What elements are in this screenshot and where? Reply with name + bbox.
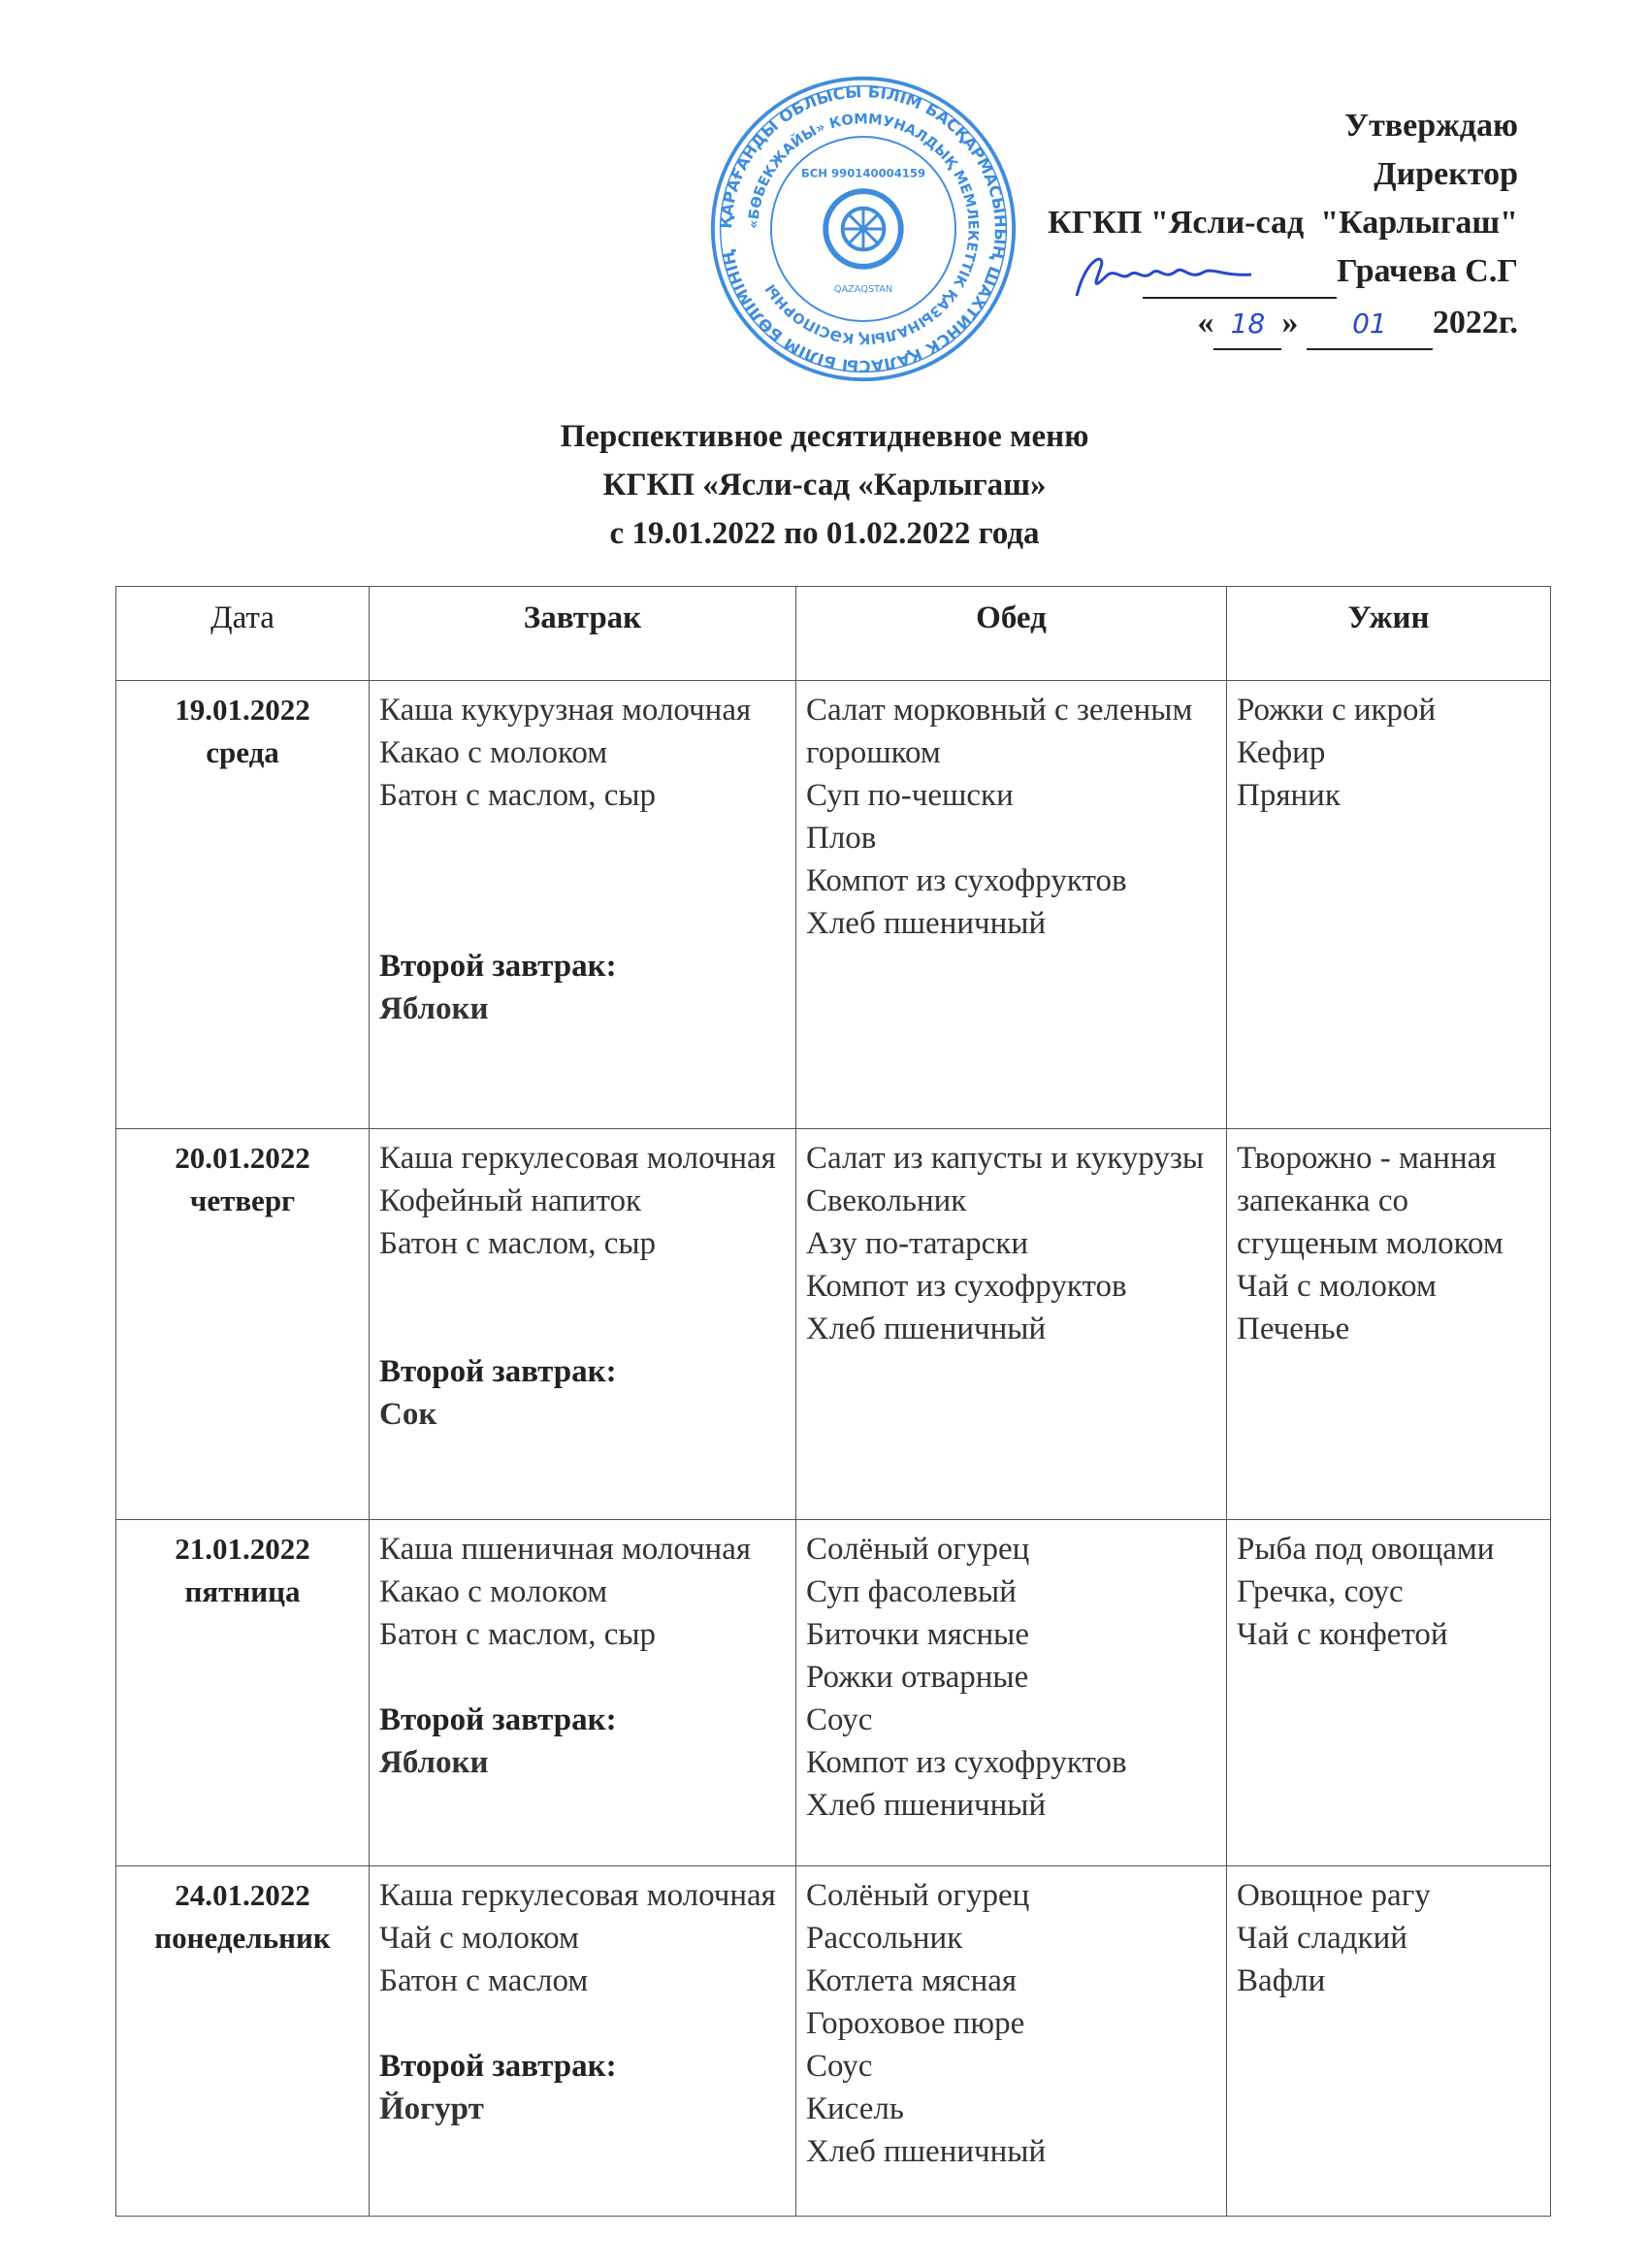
dinner-cell: [1227, 1866, 1551, 2217]
weekday: четверг: [189, 1183, 296, 1217]
lunch-item: Плов: [806, 821, 877, 856]
lunch-item: Кисель: [806, 2091, 904, 2126]
breakfast-item: Какао с молоком: [379, 1574, 608, 1609]
second-breakfast-item: Яблоки: [379, 1745, 489, 1780]
lunch-item: Хлеб пшеничный: [806, 1788, 1047, 1823]
lunch-item: Хлеб пшеничный: [806, 2134, 1047, 2169]
stamp-inner-text: «БӨБЕКЖАЙЫ» КОММУНАЛДЫҚ МЕМЛЕКЕТТІК ҚАЗЫНАЛЫҚ КӘСІПОРНЫ: [746, 112, 981, 346]
lunch-item: Рожки отварные: [806, 1660, 1029, 1695]
lunch-item: Азу по-татарски: [806, 1226, 1029, 1261]
header-lunch: Обед: [796, 587, 1227, 681]
second-breakfast-label: Второй завтрак:: [379, 2049, 617, 2084]
breakfast-item: Каша пшеничная молочная: [379, 1532, 752, 1567]
date-cell: [116, 1520, 370, 1866]
dinner-cell: [1227, 681, 1551, 1129]
lunch-cell: [796, 681, 1227, 1129]
official-stamp: [708, 74, 1018, 384]
breakfast-item: Чай с молоком: [379, 1921, 579, 1956]
breakfast-item: Каша геркулесовая молочная: [379, 1878, 776, 1913]
lunch-item: Хлеб пшеничный: [806, 1312, 1047, 1346]
approval-day: 18: [1213, 300, 1281, 350]
title-line-2: КГКП «Ясли-сад «Карлыгаш»: [602, 468, 1047, 502]
lunch-item: Суп по-чешски: [806, 778, 1014, 813]
breakfast-cell: [370, 1520, 796, 1866]
date: 21.01.2022: [175, 1532, 310, 1566]
stamp-center-text: QAZAQSTAN: [833, 283, 893, 295]
approval-heading: Утверждаю: [1344, 108, 1518, 144]
weekday: пятница: [184, 1574, 301, 1608]
lunch-cell: [796, 1866, 1227, 2217]
quote-close: »: [1281, 305, 1299, 340]
breakfast-cell: [370, 681, 796, 1129]
dinner-item: Вафли: [1237, 1963, 1326, 1998]
lunch-cell: [796, 1129, 1227, 1520]
date-cell: [116, 1866, 370, 2217]
lunch-item: Компот из сухофруктов: [806, 863, 1127, 898]
second-breakfast-label: Второй завтрак:: [379, 1354, 617, 1389]
weekday: понедельник: [154, 1921, 331, 1955]
lunch-cell: [796, 1520, 1227, 1866]
dinner-item: Чай с молоком: [1237, 1269, 1437, 1304]
dinner-item: Чай сладкий: [1237, 1921, 1407, 1956]
second-breakfast-item: Яблоки: [379, 991, 489, 1026]
dinner-item: Кефир: [1237, 735, 1326, 770]
weekday: среда: [206, 735, 279, 769]
date: 24.01.2022: [175, 1878, 310, 1912]
header-breakfast: Завтрак: [370, 587, 796, 681]
second-breakfast-label: Второй завтрак:: [379, 949, 617, 984]
breakfast-item: Кофейный напиток: [379, 1183, 642, 1218]
approval-year: 2022г.: [1432, 305, 1518, 340]
lunch-item: Компот из сухофруктов: [806, 1745, 1127, 1780]
handwritten-signature: [1067, 247, 1261, 306]
lunch-item: Салат из капусты и кукурузы: [806, 1141, 1205, 1176]
header-dinner: Ужин: [1227, 587, 1551, 681]
dinner-item: Рыба под овощами: [1237, 1532, 1495, 1567]
lunch-item: Котлета мясная: [806, 1963, 1018, 1998]
table-header-row: [116, 587, 1551, 681]
table-row: [116, 1129, 1551, 1520]
breakfast-item: Батон с маслом, сыр: [379, 1226, 657, 1261]
dinner-item: Чай с конфетой: [1237, 1617, 1448, 1652]
stamp-outer-text: ҚАРАҒАНДЫ ОБЛЫСЫ БІЛІМ БАСҚАРМАСЫНЫҢ ШАХТИНСК ҚАЛАСЫ БІЛІМ БӨЛІМІНІҢ: [717, 82, 1010, 375]
dinner-cell: [1227, 1129, 1551, 1520]
breakfast-item: Каша геркулесовая молочная: [379, 1141, 776, 1176]
dinner-cell: [1227, 1520, 1551, 1866]
breakfast-cell: [370, 1866, 796, 2217]
approval-date-line: [1048, 299, 1518, 350]
lunch-item: Солёный огурец: [806, 1878, 1030, 1913]
lunch-item: Соус: [806, 2049, 873, 2084]
lunch-item: Гороховое пюре: [806, 2006, 1025, 2041]
breakfast-item: Батон с маслом, сыр: [379, 1617, 657, 1652]
lunch-item: Суп фасолевый: [806, 1574, 1017, 1609]
lunch-item: Компот из сухофруктов: [806, 1269, 1127, 1304]
lunch-item: Солёный огурец: [806, 1532, 1030, 1567]
approval-month: 01: [1307, 300, 1433, 350]
breakfast-cell: [370, 1129, 796, 1520]
header-date: Дата: [116, 587, 370, 681]
dinner-item: Пряник: [1237, 778, 1341, 813]
breakfast-item: Каша кукурузная молочная: [379, 693, 752, 728]
date-cell: [116, 1129, 370, 1520]
dinner-item: Гречка, соус: [1237, 1574, 1404, 1609]
second-breakfast-item: Йогурт: [379, 2091, 484, 2126]
approval-signatory: Грачева С.Г: [1337, 253, 1518, 289]
second-breakfast-label: Второй завтрак:: [379, 1702, 617, 1737]
title-line-1: Перспективное десятидневное меню: [560, 419, 1089, 454]
lunch-item: Рассольник: [806, 1921, 963, 1956]
table-row: [116, 1866, 1551, 2217]
table-row: [116, 681, 1551, 1129]
document-title: [0, 412, 1649, 558]
dinner-item: Печенье: [1237, 1312, 1350, 1346]
breakfast-item: Батон с маслом: [379, 1963, 589, 1998]
approval-organization: КГКП "Ясли-сад "Карлыгаш": [1048, 205, 1518, 241]
menu-table: [115, 586, 1551, 2217]
dinner-item: Овощное рагу: [1237, 1878, 1431, 1913]
dinner-item: Творожно - манная запеканка со сгущеным молоком: [1237, 1141, 1504, 1261]
date: 20.01.2022: [175, 1141, 310, 1175]
breakfast-item: Батон с маслом, сыр: [379, 778, 657, 813]
second-breakfast-item: Сок: [379, 1397, 437, 1432]
approval-position: Директор: [1374, 156, 1518, 192]
lunch-item: Хлеб пшеничный: [806, 906, 1047, 941]
dinner-item: Рожки с икрой: [1237, 693, 1437, 728]
lunch-item: Биточки мясные: [806, 1617, 1029, 1652]
lunch-item: Свекольник: [806, 1183, 967, 1218]
date-cell: [116, 681, 370, 1129]
lunch-item: Салат морковный с зеленым горошком: [806, 693, 1193, 770]
approval-block: [1048, 102, 1518, 350]
table-row: [116, 1520, 1551, 1866]
stamp-bin-text: БСН 990140004159: [800, 166, 926, 180]
lunch-item: Соус: [806, 1702, 873, 1737]
breakfast-item: Какао с молоком: [379, 735, 608, 770]
quote-open: «: [1197, 305, 1214, 340]
date: 19.01.2022: [175, 693, 310, 727]
title-line-3: с 19.01.2022 по 01.02.2022 года: [609, 516, 1040, 551]
